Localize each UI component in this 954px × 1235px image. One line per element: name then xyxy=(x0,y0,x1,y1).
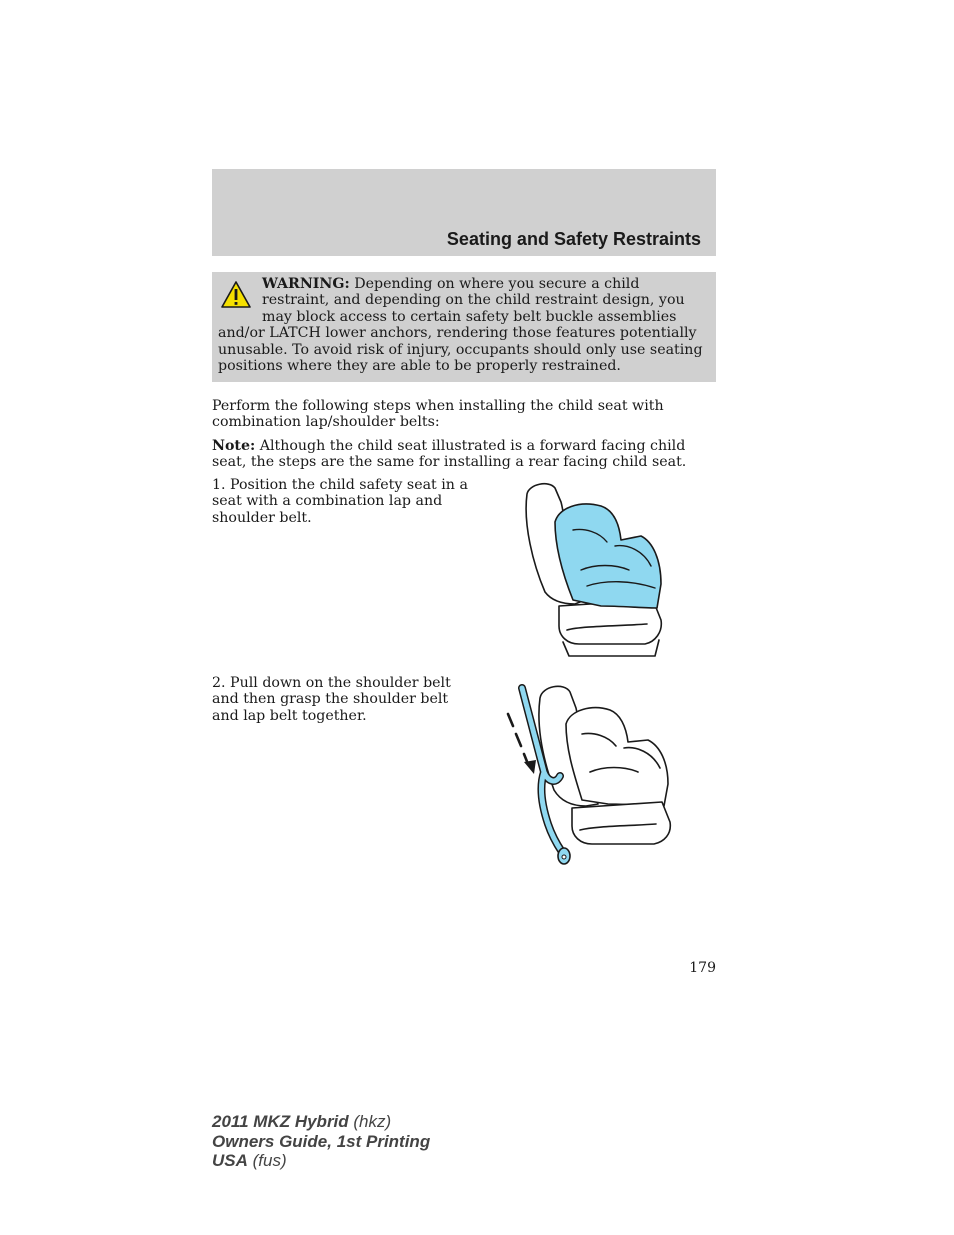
footer-region: USA xyxy=(212,1151,248,1170)
document-footer xyxy=(212,1112,430,1171)
footer-model-code: (hkz) xyxy=(348,1112,392,1131)
note-paragraph xyxy=(212,438,716,471)
section-header-band xyxy=(212,169,716,256)
warning-triangle-icon xyxy=(220,280,252,310)
step-2-text: 2. Pull down on the shoulder belt and then grasp the shoulder belt and lap belt together. xyxy=(212,675,451,724)
footer-model: 2011 MKZ Hybrid xyxy=(212,1112,349,1131)
intro-paragraph: Perform the following steps when installing the child seat with combination lap/shoulder belts: xyxy=(212,398,664,431)
section-title: Seating and Safety Restraints xyxy=(446,229,701,249)
child-seat-illustration-step-1 xyxy=(515,480,667,660)
warning-text: Depending on where you secure a child restraint, and depending on the child restraint design, you may block access to certain safety belt buckle assemblies and/or LATCH lower anchors, rendering those features potentially unusable. To avoid risk of injury, occupants should only use seating positions where they are able to be properly restrained. xyxy=(218,276,703,375)
warning-box xyxy=(212,272,716,382)
step-1-text: 1. Position the child safety seat in a seat with a combination lap and shoulder belt. xyxy=(212,477,468,526)
warning-label: WARNING: xyxy=(262,276,350,292)
note-label: Note: xyxy=(212,438,256,454)
page-number: 179 xyxy=(689,960,716,976)
footer-region-code: (fus) xyxy=(247,1151,287,1170)
shoulder-belt-illustration-step-2 xyxy=(500,680,680,866)
note-text: Although the child seat illustrated is a forward facing child seat, the steps are the same for installing a rear facing child seat. xyxy=(212,438,687,471)
footer-guide: Owners Guide, 1st Printing xyxy=(212,1131,431,1151)
